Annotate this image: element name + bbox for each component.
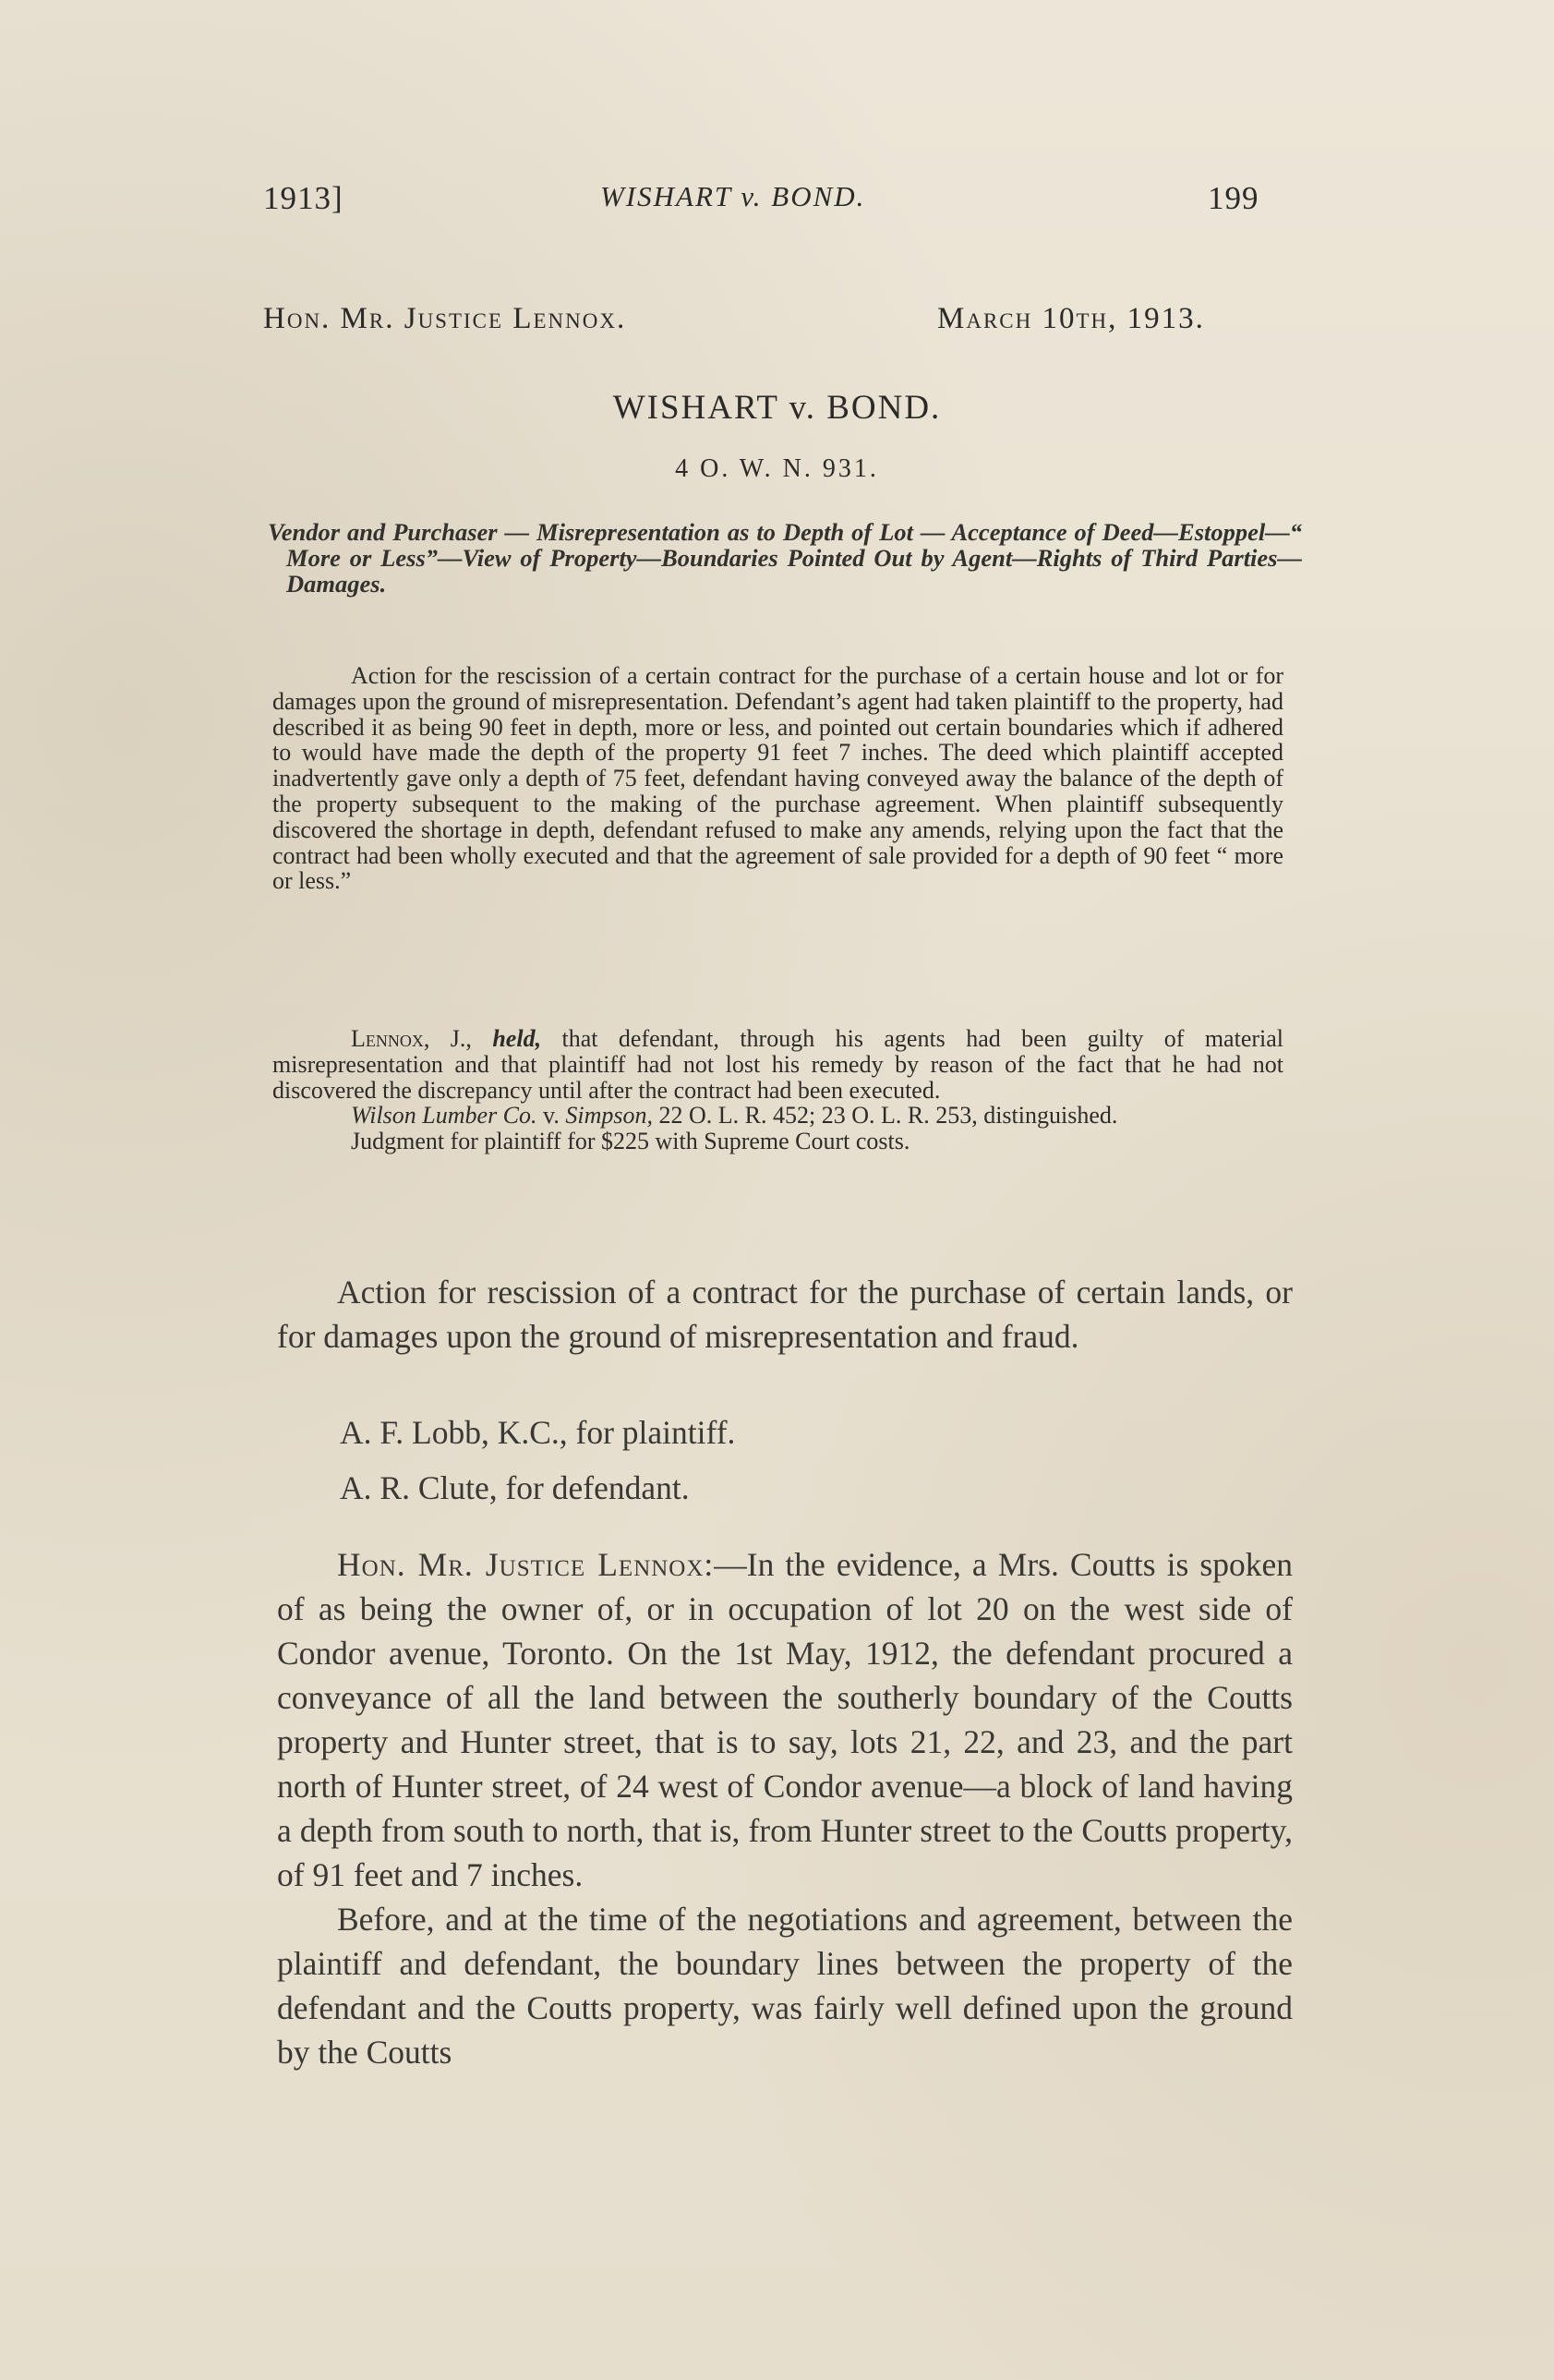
holding-judge: Lennox, J., xyxy=(351,1025,472,1052)
holding-text: that defendant, through his agents had been guilty of material misrepresentation and that plaintiff had not lost his remedy by reason of the fact that he had not discovered the discrepancy until after the contract had been executed. xyxy=(272,1025,1284,1104)
introduction xyxy=(277,1270,1293,1359)
case-reference-citation: 22 O. L. R. 452; 23 O. L. R. 253, distinguished. xyxy=(658,1102,1118,1130)
case-title: WISHART v. BOND. xyxy=(612,389,942,427)
counsel-for-defendant: A. R. Clute, for defendant. xyxy=(340,1469,690,1506)
judgment-speaker: Hon. Mr. Justice Lennox: xyxy=(337,1546,715,1583)
catchwords: Vendor and Purchaser — Misrepresentation as to Depth of Lot — Acceptance of Deed—Estoppel—“ More or Less”—View of Property—Boundaries Pointed Out by Agent—Rights of Third Parties—Damages. xyxy=(268,518,1302,598)
headnote-holding xyxy=(272,1026,1283,1154)
running-header-year: 1913] xyxy=(263,180,343,216)
judgment-paragraph-1 xyxy=(277,1542,1293,1897)
headnote-summary-text: Action for the rescission of a certain contract for the purchase of a certain house and lot or for damages upon the ground of misrepresentation. Defendant’s agent had taken plaintiff to the property, had described it as being 90 feet in depth, more or less, and pointed out certain boundaries which if adhered to would have made the depth of the property 91 feet 7 inches. The deed which plaintiff accepted inadvertently gave only a depth of 75 feet, defendant having conveyed away the balance of the depth of the property subsequent to the making of the purchase agreement. When plaintiff subsequently discovered the shortage in depth, defendant refused to make any amends, relying upon the fact that the contract had been wholly executed and that the agreement of sale provided for a depth of 90 feet “ more or less.” xyxy=(272,662,1283,895)
holding-paragraph xyxy=(272,1026,1283,1103)
case-citation: 4 O. W. N. 931. xyxy=(675,454,879,483)
judgment-paragraph-1-text: —In the evidence, a Mrs. Coutts is spoken of as being the owner of, or in occupation of lot 20 on the west side of Condor avenue, Toronto. On the 1st May, 1912, the defendant procured a conveyance of all the land between the southerly boundary of the Coutts property and Hunter street, that is to say, lots 21, 22, and 23, and the part north of Hunter street, of 24 west of Condor avenue—a block of land having a depth from south to north, that is, from Hunter street to the Coutts property, of 91 feet and 7 inches. xyxy=(277,1546,1293,1893)
case-reference xyxy=(272,1103,1283,1129)
case-reference-party-1: Wilson Lumber Co. xyxy=(351,1102,537,1130)
judgment-paragraph-2: Before, and at the time of the negotiations and agreement, between the plaintiff and defendant, the boundary lines between the property of the defendant and the Coutts property, was fairly well defined upon the ground by the Coutts xyxy=(277,1901,1293,2071)
headnote-summary xyxy=(272,663,1283,894)
case-reference-party-2: Simpson, xyxy=(565,1102,653,1130)
decision-date: March 10th, 1913. xyxy=(937,302,1205,335)
judgment-body xyxy=(277,1542,1293,2074)
counsel-for-plaintiff: A. F. Lobb, K.C., for plaintiff. xyxy=(340,1414,736,1451)
judge-name: Hon. Mr. Justice Lennox. xyxy=(263,302,627,335)
running-header-title: WISHART v. BOND. xyxy=(600,180,866,212)
introduction-text: Action for rescission of a contract for the purchase of certain lands, or for damages upon the ground of misrepresentation and fraud. xyxy=(277,1274,1293,1355)
page-number: 199 xyxy=(1208,180,1259,216)
headnote-judgment: Judgment for plaintiff for $225 with Supreme Court costs. xyxy=(351,1128,910,1155)
holding-held-word: held, xyxy=(492,1025,542,1052)
case-reference-versus: v. xyxy=(543,1102,560,1130)
